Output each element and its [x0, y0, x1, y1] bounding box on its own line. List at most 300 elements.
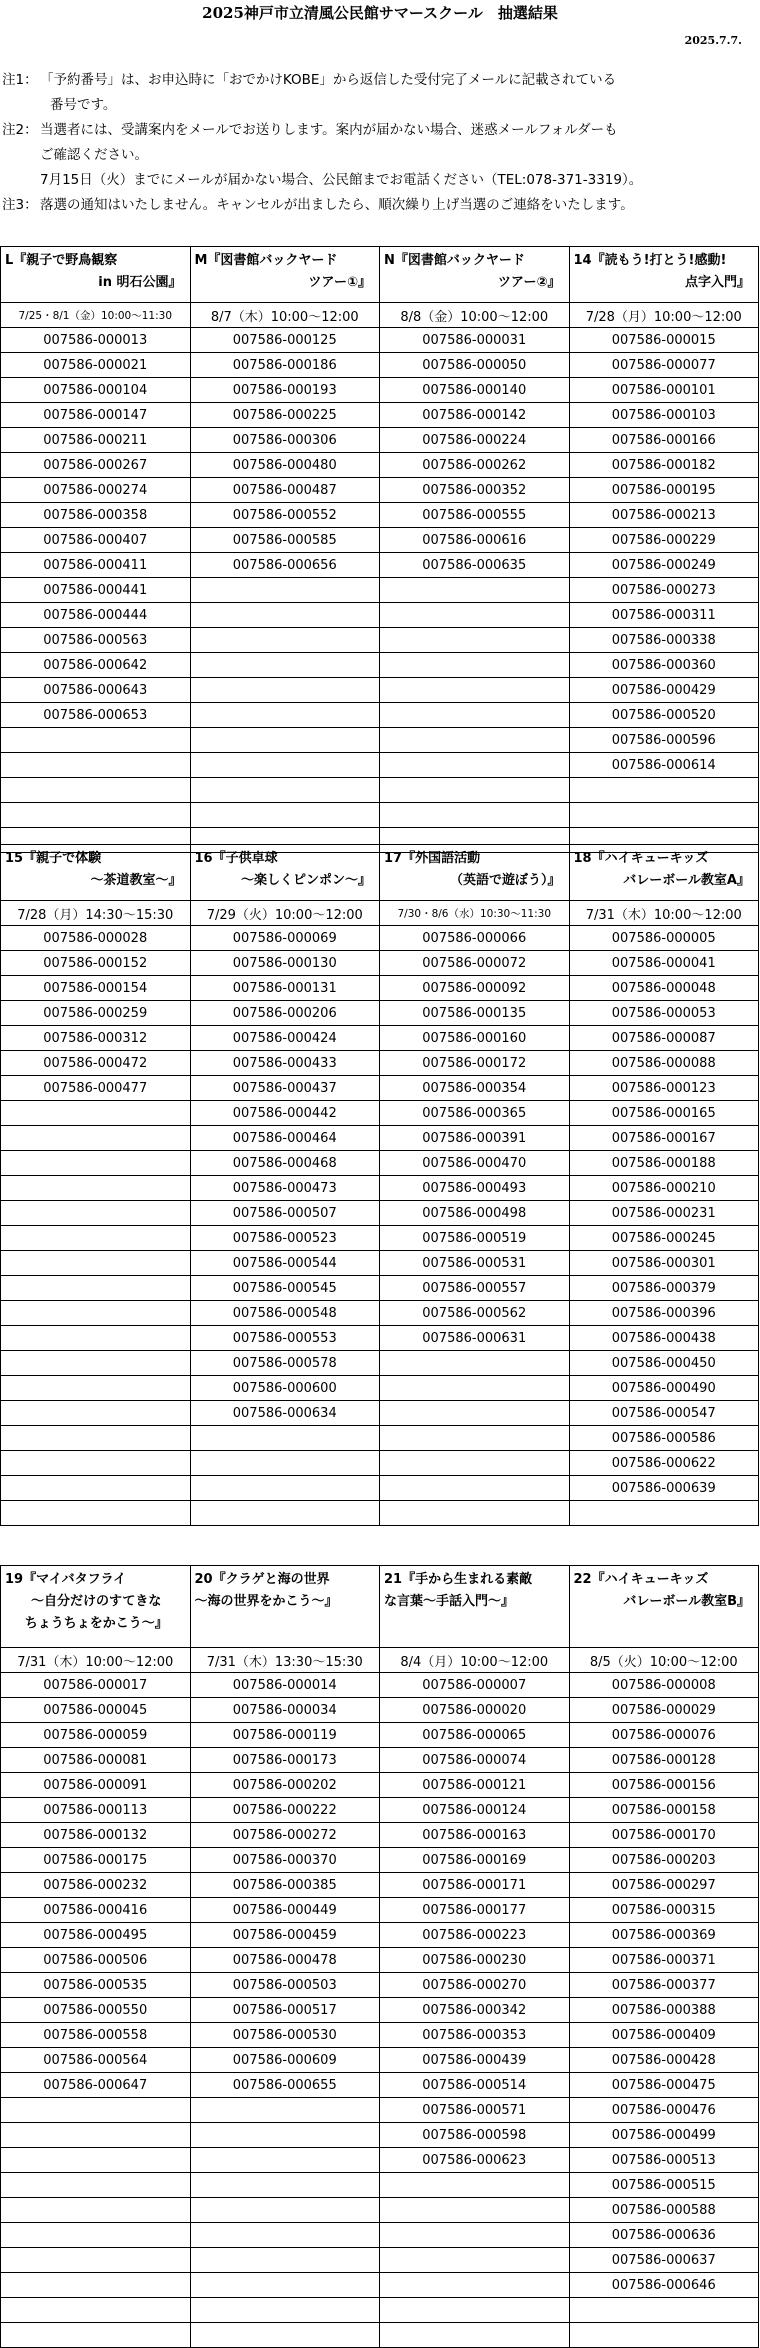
reservation-number: 007586-000167 [569, 1126, 759, 1151]
reservation-number: 007586-000076 [569, 1723, 759, 1748]
reservation-number [380, 2298, 570, 2323]
table-row [1, 1001, 759, 1026]
reservation-number: 007586-000119 [190, 1723, 380, 1748]
reservation-number: 007586-000077 [569, 353, 759, 378]
reservation-number: 007586-000656 [190, 553, 380, 578]
reservation-number [380, 753, 570, 778]
reservation-number: 007586-000379 [569, 1276, 759, 1301]
reservation-number: 007586-000352 [380, 478, 570, 503]
reservation-number: 007586-000211 [1, 428, 191, 453]
table-row [1, 1276, 759, 1301]
reservation-number: 007586-000354 [380, 1076, 570, 1101]
table-row [1, 2298, 759, 2323]
table-row [1, 803, 759, 828]
reservation-number: 007586-000409 [569, 2023, 759, 2048]
reservation-number: 007586-000642 [1, 653, 191, 678]
reservation-number: 007586-000358 [1, 503, 191, 528]
lottery-table [0, 844, 759, 1526]
reservation-number: 007586-000074 [380, 1748, 570, 1773]
table-row [1, 1376, 759, 1401]
reservation-number: 007586-000653 [1, 703, 191, 728]
reservation-number: 007586-000224 [380, 428, 570, 453]
note-line [0, 143, 760, 168]
reservation-number [1, 2123, 191, 2148]
course-title-row [1, 247, 759, 303]
reservation-number: 007586-000495 [1, 1923, 191, 1948]
table-row [1, 2173, 759, 2198]
course-title [380, 845, 570, 901]
table-row [1, 1948, 759, 1973]
table-row [1, 2048, 759, 2073]
course-schedule: 7/31（木）10:00～12:00 [1, 1648, 191, 1673]
reservation-number: 007586-000588 [569, 2198, 759, 2223]
result-table-3 [0, 1565, 760, 2348]
table-row [1, 503, 759, 528]
course-title-line: M『図書館バックヤード [194, 253, 338, 268]
reservation-number [380, 1501, 570, 1526]
reservation-number: 007586-000520 [569, 703, 759, 728]
reservation-number: 007586-000655 [190, 2073, 380, 2098]
note-text: ご確認ください。 [40, 147, 148, 163]
reservation-number: 007586-000270 [380, 1973, 570, 1998]
table-row [1, 2148, 759, 2173]
reservation-number [1, 803, 191, 828]
reservation-number: 007586-000048 [569, 976, 759, 1001]
lottery-table [0, 1565, 759, 2348]
reservation-number: 007586-000170 [569, 1823, 759, 1848]
reservation-number: 007586-000315 [569, 1898, 759, 1923]
reservation-number [380, 2248, 570, 2273]
reservation-number [1, 728, 191, 753]
reservation-number: 007586-000477 [1, 1076, 191, 1101]
reservation-number: 007586-000513 [569, 2148, 759, 2173]
reservation-number [190, 2123, 380, 2148]
table-row [1, 2098, 759, 2123]
note-label: 注3： [2, 197, 38, 213]
reservation-number [190, 653, 380, 678]
reservation-number: 007586-000416 [1, 1898, 191, 1923]
course-title-line: 18『ハイキューキッズ [573, 851, 709, 866]
reservation-number: 007586-000468 [190, 1151, 380, 1176]
course-title-line: 22『ハイキューキッズ [573, 1572, 709, 1587]
reservation-number: 007586-000163 [380, 1823, 570, 1848]
reservation-number [1, 2323, 191, 2348]
reservation-number: 007586-000013 [1, 328, 191, 353]
course-schedule: 8/7（木）10:00～12:00 [190, 303, 380, 328]
reservation-number: 007586-000259 [1, 1001, 191, 1026]
reservation-number: 007586-000272 [190, 1823, 380, 1848]
reservation-number: 007586-000555 [380, 503, 570, 528]
course-title-line: 16『子供卓球 [194, 851, 278, 866]
table-row [1, 1823, 759, 1848]
reservation-number: 007586-000072 [380, 951, 570, 976]
reservation-number [1, 778, 191, 803]
reservation-number: 007586-000232 [1, 1873, 191, 1898]
course-title [1, 1566, 191, 1648]
reservation-number: 007586-000391 [380, 1126, 570, 1151]
course-title-line: ちょうちょをかこう～』 [24, 1616, 168, 1631]
reservation-number: 007586-000616 [380, 528, 570, 553]
course-title [380, 247, 570, 303]
reservation-number: 007586-000135 [380, 1001, 570, 1026]
note-text: 落選の通知はいたしません。キャンセルが出ましたら、順次繰り上げ当選のご連絡をいたします。 [40, 197, 634, 213]
table-row [1, 1476, 759, 1501]
reservation-number [569, 2298, 759, 2323]
reservation-number: 007586-000297 [569, 1873, 759, 1898]
note-text: 当選者には、受講案内をメールでお送りします。案内が届かない場合、迷惑メールフォルダーも [40, 122, 618, 138]
reservation-number: 007586-000635 [380, 553, 570, 578]
reservation-number: 007586-000301 [569, 1251, 759, 1276]
reservation-number: 007586-000360 [569, 653, 759, 678]
reservation-number: 007586-000175 [1, 1848, 191, 1873]
reservation-number [380, 578, 570, 603]
reservation-number: 007586-000059 [1, 1723, 191, 1748]
reservation-number: 007586-000140 [380, 378, 570, 403]
reservation-number: 007586-000142 [380, 403, 570, 428]
reservation-number: 007586-000065 [380, 1723, 570, 1748]
reservation-number: 007586-000165 [569, 1101, 759, 1126]
reservation-number: 007586-000472 [1, 1051, 191, 1076]
reservation-number [190, 2323, 380, 2348]
reservation-number: 007586-000600 [190, 1376, 380, 1401]
reservation-number: 007586-000186 [190, 353, 380, 378]
reservation-number: 007586-000476 [569, 2098, 759, 2123]
reservation-number [190, 628, 380, 653]
reservation-number: 007586-000092 [380, 976, 570, 1001]
reservation-number: 007586-000564 [1, 2048, 191, 2073]
reservation-number [1, 1201, 191, 1226]
course-title [1, 247, 191, 303]
reservation-number: 007586-000245 [569, 1226, 759, 1251]
course-title-line: L『親子で野鳥観察 [5, 253, 118, 268]
reservation-number [190, 1426, 380, 1451]
reservation-number: 007586-000267 [1, 453, 191, 478]
reservation-number: 007586-000563 [1, 628, 191, 653]
course-title-line: ～自分だけのすてきな [31, 1594, 162, 1609]
reservation-number: 007586-000311 [569, 603, 759, 628]
reservation-number [380, 2173, 570, 2198]
reservation-number: 007586-000647 [1, 2073, 191, 2098]
reservation-number: 007586-000104 [1, 378, 191, 403]
reservation-number: 007586-000014 [190, 1673, 380, 1698]
reservation-number [1, 1376, 191, 1401]
reservation-number: 007586-000230 [380, 1948, 570, 1973]
reservation-number: 007586-000223 [380, 1923, 570, 1948]
course-title-line: な言葉～手話入門～』 [384, 1594, 515, 1609]
reservation-number [190, 2273, 380, 2298]
reservation-number [190, 1451, 380, 1476]
table-row [1, 1426, 759, 1451]
reservation-number: 007586-000571 [380, 2098, 570, 2123]
reservation-number [1, 1301, 191, 1326]
reservation-number: 007586-000177 [380, 1898, 570, 1923]
reservation-number: 007586-000262 [380, 453, 570, 478]
reservation-number: 007586-000306 [190, 428, 380, 453]
reservation-number [569, 2323, 759, 2348]
reservation-number [1, 2098, 191, 2123]
note-line [0, 193, 760, 218]
reservation-number: 007586-000249 [569, 553, 759, 578]
course-title-line: in 明石公園』 [98, 275, 182, 290]
reservation-number: 007586-000131 [190, 976, 380, 1001]
reservation-number: 007586-000643 [1, 678, 191, 703]
course-schedule: 7/31（木）10:00～12:00 [569, 901, 759, 926]
note-line [0, 93, 760, 118]
lottery-table [0, 246, 759, 853]
reservation-number [569, 803, 759, 828]
reservation-number [190, 2298, 380, 2323]
reservation-number: 007586-000312 [1, 1026, 191, 1051]
reservation-number: 007586-000020 [380, 1698, 570, 1723]
reservation-number: 007586-000515 [569, 2173, 759, 2198]
table-row [1, 628, 759, 653]
table-row [1, 578, 759, 603]
reservation-number: 007586-000480 [190, 453, 380, 478]
reservation-number [380, 1426, 570, 1451]
course-title-line: 15『親子で体験 [5, 851, 102, 866]
reservation-number: 007586-000125 [190, 328, 380, 353]
reservation-number [1, 2298, 191, 2323]
reservation-number: 007586-000045 [1, 1698, 191, 1723]
course-schedule: 8/4（月）10:00～12:00 [380, 1648, 570, 1673]
reservation-number: 007586-000424 [190, 1026, 380, 1051]
reservation-number [190, 1501, 380, 1526]
reservation-number: 007586-000450 [569, 1351, 759, 1376]
table-row [1, 1026, 759, 1051]
course-schedule: 7/30・8/6（水）10:30～11:30 [380, 901, 570, 926]
reservation-number: 007586-000550 [1, 1998, 191, 2023]
reservation-number: 007586-000411 [1, 553, 191, 578]
reservation-number [380, 1451, 570, 1476]
table-row [1, 1451, 759, 1476]
table-row [1, 1401, 759, 1426]
table-row [1, 653, 759, 678]
course-title-row [1, 845, 759, 901]
reservation-number: 007586-000229 [569, 528, 759, 553]
reservation-number: 007586-000646 [569, 2273, 759, 2298]
table-row [1, 1998, 759, 2023]
table-row [1, 1101, 759, 1126]
reservation-number: 007586-000005 [569, 926, 759, 951]
reservation-number: 007586-000614 [569, 753, 759, 778]
reservation-number: 007586-000487 [190, 478, 380, 503]
reservation-number: 007586-000552 [190, 503, 380, 528]
table-row [1, 1798, 759, 1823]
reservation-number [380, 628, 570, 653]
reservation-number: 007586-000130 [190, 951, 380, 976]
reservation-number: 007586-000213 [569, 503, 759, 528]
reservation-number [1, 1326, 191, 1351]
reservation-number: 007586-000493 [380, 1176, 570, 1201]
table-row [1, 328, 759, 353]
reservation-number: 007586-000622 [569, 1451, 759, 1476]
reservation-number: 007586-000442 [190, 1101, 380, 1126]
reservation-number: 007586-000113 [1, 1798, 191, 1823]
reservation-number: 007586-000029 [569, 1698, 759, 1723]
table-row [1, 1501, 759, 1526]
reservation-number: 007586-000166 [569, 428, 759, 453]
course-title-line: 17『外国語活動 [384, 851, 481, 866]
reservation-number [190, 2173, 380, 2198]
reservation-number: 007586-000158 [569, 1798, 759, 1823]
reservation-number: 007586-000128 [569, 1748, 759, 1773]
reservation-number: 007586-000636 [569, 2223, 759, 2248]
reservation-number: 007586-000553 [190, 1326, 380, 1351]
table-row [1, 1051, 759, 1076]
table-row [1, 1673, 759, 1698]
course-title-line: N『図書館バックヤード [384, 253, 525, 268]
reservation-number [1, 1276, 191, 1301]
table-row [1, 2323, 759, 2348]
course-title-line: 14『読もう!打とう!感動! [573, 253, 727, 268]
reservation-number [380, 2198, 570, 2223]
reservation-number: 007586-000231 [569, 1201, 759, 1226]
reservation-number [190, 2098, 380, 2123]
reservation-number [190, 778, 380, 803]
reservation-number [1, 1251, 191, 1276]
table-row [1, 1723, 759, 1748]
reservation-number: 007586-000103 [569, 403, 759, 428]
course-schedule: 7/29（火）10:00～12:00 [190, 901, 380, 926]
reservation-number [190, 578, 380, 603]
reservation-number: 007586-000585 [190, 528, 380, 553]
table-row [1, 1076, 759, 1101]
reservation-number [380, 803, 570, 828]
reservation-number: 007586-000154 [1, 976, 191, 1001]
table-row [1, 403, 759, 428]
reservation-number [1, 2148, 191, 2173]
reservation-number: 007586-000206 [190, 1001, 380, 1026]
reservation-number [190, 803, 380, 828]
schedule-row [1, 901, 759, 926]
reservation-number: 007586-000121 [380, 1773, 570, 1798]
table-row [1, 678, 759, 703]
course-title-line: （英語で遊ぼう）』 [449, 873, 561, 888]
reservation-number: 007586-000578 [190, 1351, 380, 1376]
table-row [1, 1898, 759, 1923]
table-row [1, 1176, 759, 1201]
reservation-number: 007586-000437 [190, 1076, 380, 1101]
course-schedule: 7/28（月）14:30～15:30 [1, 901, 191, 926]
table-row [1, 1698, 759, 1723]
reservation-number: 007586-000152 [1, 951, 191, 976]
course-title [190, 845, 380, 901]
reservation-number: 007586-000365 [380, 1101, 570, 1126]
reservation-number: 007586-000519 [380, 1226, 570, 1251]
reservation-number [1, 1501, 191, 1526]
reservation-number: 007586-000506 [1, 1948, 191, 1973]
table-row [1, 1251, 759, 1276]
reservation-number [190, 703, 380, 728]
reservation-number: 007586-000478 [190, 1948, 380, 1973]
table-row [1, 1773, 759, 1798]
reservation-number [1, 2273, 191, 2298]
reservation-number: 007586-000439 [380, 2048, 570, 2073]
reservation-number [380, 778, 570, 803]
course-title [569, 247, 759, 303]
reservation-number: 007586-000173 [190, 1748, 380, 1773]
table-row [1, 1748, 759, 1773]
reservation-number: 007586-000634 [190, 1401, 380, 1426]
course-title-line: ツアー②』 [497, 275, 561, 290]
reservation-number [190, 728, 380, 753]
reservation-number [380, 728, 570, 753]
reservation-number: 007586-000160 [380, 1026, 570, 1051]
reservation-number: 007586-000091 [1, 1773, 191, 1798]
course-title-row [1, 1566, 759, 1648]
reservation-number [190, 2198, 380, 2223]
table-row [1, 2198, 759, 2223]
reservation-number: 007586-000631 [380, 1326, 570, 1351]
reservation-number: 007586-000007 [380, 1673, 570, 1698]
reservation-number: 007586-000274 [1, 478, 191, 503]
table-row [1, 2248, 759, 2273]
note-text: 番号です。 [50, 97, 117, 113]
course-title-line: ～海の世界をかこう～』 [194, 1594, 338, 1609]
reservation-number: 007586-000124 [380, 1798, 570, 1823]
reservation-number: 007586-000523 [190, 1226, 380, 1251]
reservation-number [1, 2223, 191, 2248]
table-row [1, 2273, 759, 2298]
table-row [1, 703, 759, 728]
reservation-number: 007586-000369 [569, 1923, 759, 1948]
reservation-number: 007586-000464 [190, 1126, 380, 1151]
reservation-number: 007586-000193 [190, 378, 380, 403]
reservation-number [190, 603, 380, 628]
table-row [1, 603, 759, 628]
reservation-number: 007586-000202 [190, 1773, 380, 1798]
reservation-number: 007586-000548 [190, 1301, 380, 1326]
reservation-number: 007586-000407 [1, 528, 191, 553]
reservation-number: 007586-000545 [190, 1276, 380, 1301]
note-text: 「予約番号」は、お申込時に「おでかけKOBE」から返信した受付完了メールに記載されている [40, 72, 617, 88]
reservation-number [1, 1401, 191, 1426]
course-title-line: ツアー①』 [308, 275, 371, 290]
reservation-number [1, 1226, 191, 1251]
reservation-number: 007586-000041 [569, 951, 759, 976]
reservation-number: 007586-000438 [569, 1326, 759, 1351]
reservation-number [380, 2273, 570, 2298]
reservation-number: 007586-000156 [569, 1773, 759, 1798]
reservation-number: 007586-000182 [569, 453, 759, 478]
reservation-number: 007586-000171 [380, 1873, 570, 1898]
note-label: 注2： [2, 122, 38, 138]
reservation-number: 007586-000081 [1, 1748, 191, 1773]
reservation-number [1, 2173, 191, 2198]
reservation-number [380, 703, 570, 728]
reservation-number [1, 1126, 191, 1151]
reservation-number: 007586-000008 [569, 1673, 759, 1698]
reservation-number [190, 2248, 380, 2273]
note-line [0, 118, 760, 143]
reservation-number: 007586-000490 [569, 1376, 759, 1401]
reservation-number: 007586-000050 [380, 353, 570, 378]
course-title [569, 1566, 759, 1648]
reservation-number [190, 2148, 380, 2173]
table-row [1, 1973, 759, 1998]
reservation-number: 007586-000069 [190, 926, 380, 951]
course-schedule: 8/8（金）10:00～12:00 [380, 303, 570, 328]
publish-date: 2025.7.7. [684, 34, 742, 47]
table-row [1, 1201, 759, 1226]
reservation-number [1, 1151, 191, 1176]
table-row [1, 478, 759, 503]
course-schedule: 7/28（月）10:00～12:00 [569, 303, 759, 328]
reservation-number: 007586-000531 [380, 1251, 570, 1276]
reservation-number: 007586-000596 [569, 728, 759, 753]
table-row [1, 728, 759, 753]
reservation-number: 007586-000470 [380, 1151, 570, 1176]
